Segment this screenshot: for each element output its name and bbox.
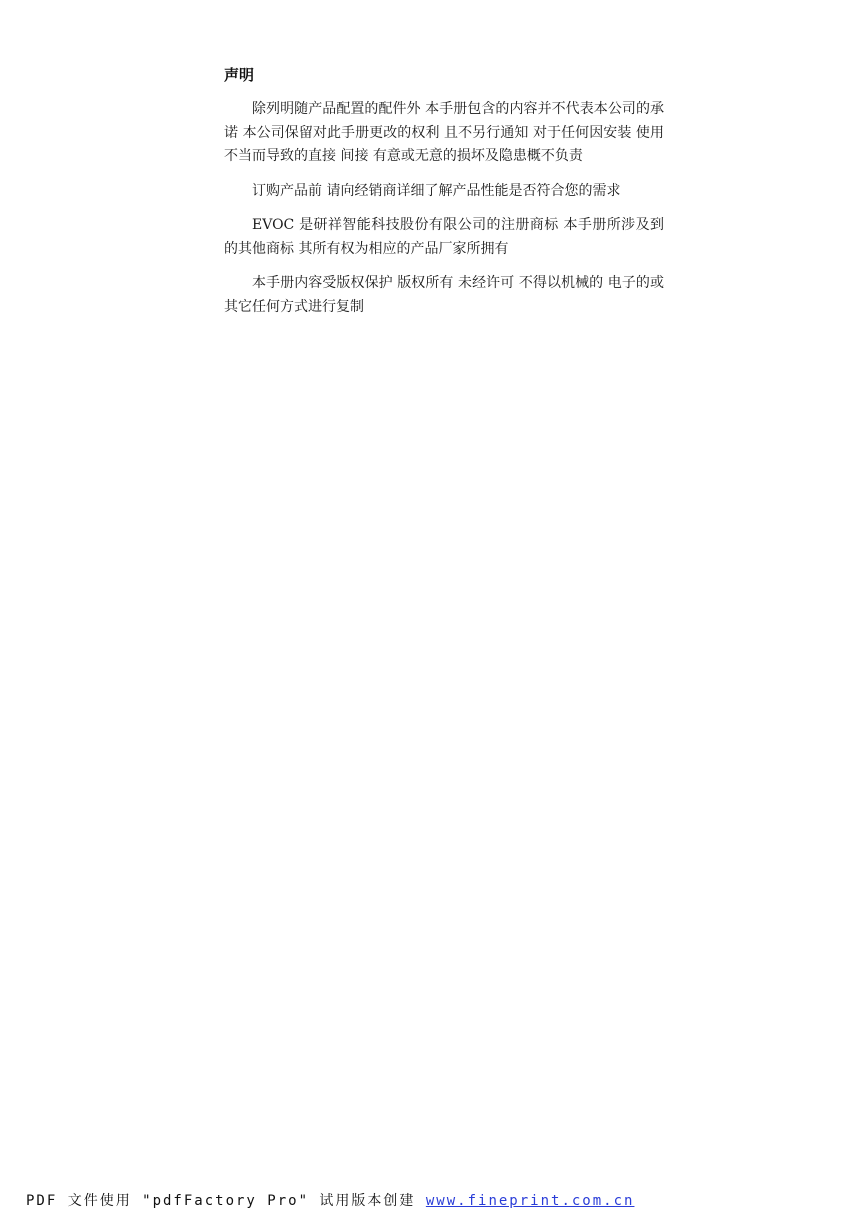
paragraph-copyright: 本手册内容受版权保护 版权所有 未经许可 不得以机械的 电子的或其它任何方式进行复制 [224,275,664,315]
paragraph-disclaimer: 除列明随产品配置的配件外 本手册包含的内容并不代表本公司的承诺 本公司保留对此手册更改的权利 且不另行通知 对于任何因安装 使用不当而导致的直接 间接 有意或无意的损坏及隐患概不负责 [224,101,664,164]
footer-text: PDF 文件使用 "pdfFactory Pro" 试用版本创建 [26,1193,416,1209]
pdf-footer [26,1190,634,1210]
paragraph-trademark: EVOC 是研祥智能科技股份有限公司的注册商标 本手册所涉及到的其他商标 其所有权为相应的产品厂家所拥有 [224,217,664,257]
footer-link[interactable]: www.fineprint.com.cn [425,1193,635,1209]
paragraph-ordering: 订购产品前 请向经销商详细了解产品性能是否符合您的需求 [252,182,621,199]
document-body [224,64,664,330]
page-title: 声明 [224,66,255,84]
